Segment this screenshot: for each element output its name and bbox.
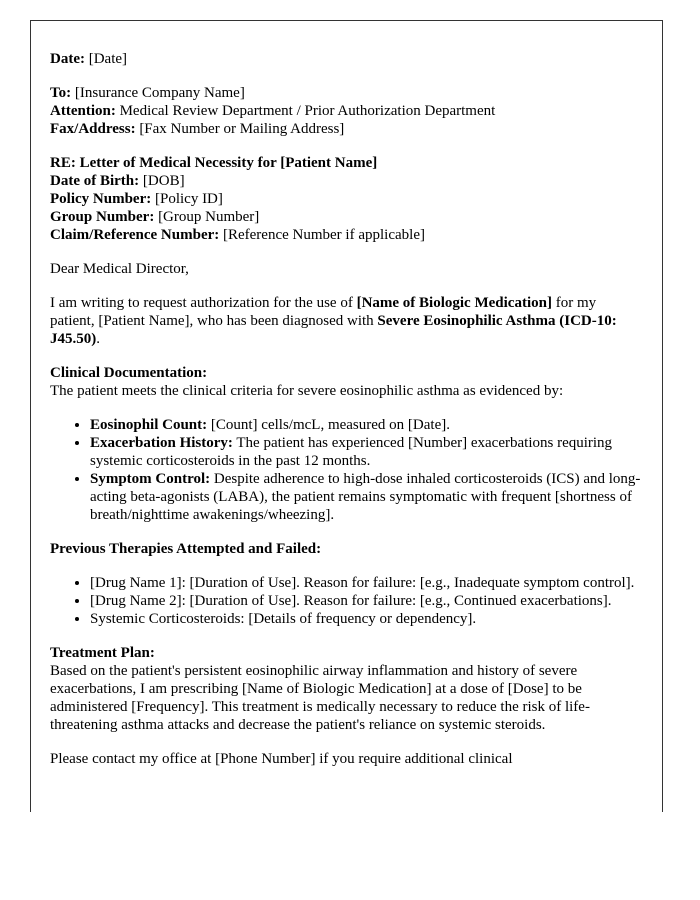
list-item: • Systemic Corticosteroids: [Details of frequency or dependency]. <box>90 610 643 628</box>
policy-value: [Policy ID] <box>154 191 223 207</box>
list-item <box>90 416 643 434</box>
recipient-block <box>50 84 643 138</box>
list-item: • [Drug Name 1]: [Duration of Use]. Reason for failure: [e.g., Inadequate symptom control]. <box>90 574 643 592</box>
reference-block <box>50 154 643 244</box>
medication-name: [Name of Biologic Medication] <box>356 295 552 311</box>
previous-heading <box>50 540 643 558</box>
dob-label: Date of Birth: <box>50 173 140 189</box>
closing-paragraph: Please contact my office at [Phone Number] if you require additional clinical <box>50 751 513 767</box>
plan-text: Based on the patient's persistent eosinophilic airway inflammation and history of severe exacerbations, I am prescribing [Name of Biologic Medication] at a dose of [Dose] to be administered [Frequency]. This treatment is medically necessary to reduce the risk of life-threatening asthma attacks and decrease the patient's reliance on systemic steroids. <box>50 663 590 733</box>
to-value: [Insurance Company Name] <box>74 85 245 101</box>
dob-value: [DOB] <box>142 173 185 189</box>
clinical-text: The patient meets the clinical criteria for severe eosinophilic asthma as evidenced by: <box>50 383 564 399</box>
claim-label: Claim/Reference Number: <box>50 227 220 243</box>
clinical-heading: Clinical Documentation: <box>50 365 208 381</box>
list-item <box>90 434 643 470</box>
intro-text: for my patient, [Patient Name], who has been diagnosed with <box>50 295 597 329</box>
clinical-list <box>50 416 643 524</box>
list-item <box>90 470 643 524</box>
date-value: [Date] <box>88 51 128 67</box>
clinical-section <box>50 364 643 400</box>
claim-value: [Reference Number if applicable] <box>223 227 425 243</box>
letter-page <box>30 20 663 812</box>
fax-label: Fax/Address: <box>50 121 136 137</box>
item-text: [Count] cells/mcL, measured on [Date]. <box>207 417 450 433</box>
re-line: RE: Letter of Medical Necessity for [Patient Name] <box>50 155 378 171</box>
previous-heading-text: Previous Therapies Attempted and Failed: <box>50 541 322 557</box>
plan-section <box>50 644 643 734</box>
intro-text: I am writing to request authorization for the use of <box>50 295 357 311</box>
diagnosis: Severe Eosinophilic Asthma (ICD-10: J45.50) <box>50 313 617 347</box>
group-label: Group Number: <box>50 209 155 225</box>
intro-paragraph <box>50 294 643 348</box>
item-text: The patient has experienced [Number] exacerbations requiring systemic corticosteroids in the past 12 months. <box>90 435 613 469</box>
date-label: Date: <box>50 51 85 67</box>
previous-list <box>50 574 643 628</box>
plan-heading: Treatment Plan: <box>50 645 155 661</box>
salutation: Dear Medical Director, <box>50 261 189 277</box>
to-label: To: <box>50 85 72 101</box>
fax-value: [Fax Number or Mailing Address] <box>139 121 345 137</box>
item-text: Despite adherence to high-dose inhaled corticosteroids (ICS) and long-acting beta-agonists (LABA), the patient remains symptomatic with frequent [shortness of breath/nighttime awakenings/wheezing]. <box>90 471 641 523</box>
item-label: Symptom Control: <box>90 471 211 487</box>
policy-label: Policy Number: <box>50 191 152 207</box>
attention-value: Medical Review Department / Prior Authorization Department <box>119 103 496 119</box>
item-label: Eosinophil Count: <box>90 417 208 433</box>
date-line <box>50 50 643 68</box>
intro-text: . <box>96 331 100 347</box>
list-item: • [Drug Name 2]: [Duration of Use]. Reason for failure: [e.g., Continued exacerbations]. <box>90 592 643 610</box>
item-label: Exacerbation History: <box>90 435 233 451</box>
attention-label: Attention: <box>50 103 116 119</box>
group-value: [Group Number] <box>158 209 260 225</box>
